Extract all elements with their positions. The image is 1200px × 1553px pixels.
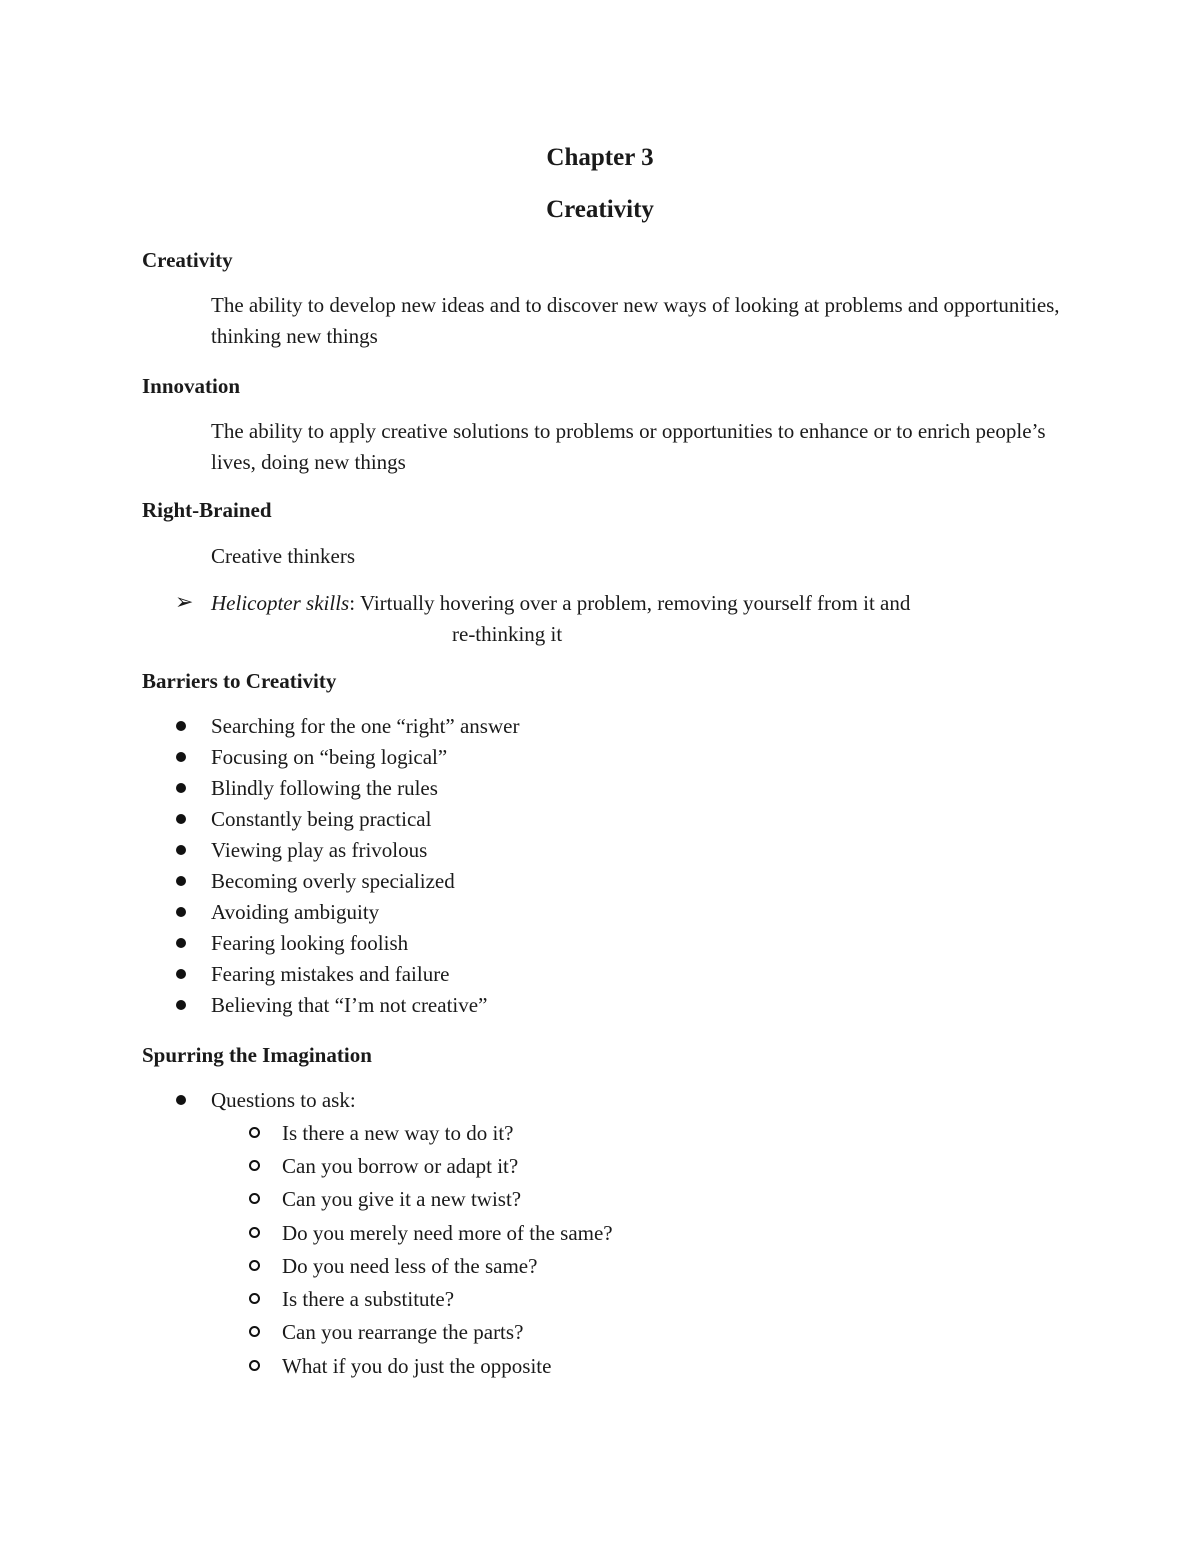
list-item: What if you do just the opposite	[282, 1354, 552, 1378]
creativity-definition: The ability to develop new ideas and to discover new ways of looking at problems and opportunities, thinking new things	[211, 293, 1060, 348]
hollow-bullet-icon	[249, 1360, 260, 1371]
hollow-bullet-icon	[249, 1127, 260, 1138]
hollow-bullet-icon	[249, 1160, 260, 1171]
heading-barriers: Barriers to Creativity	[142, 669, 337, 693]
bullet-icon	[176, 938, 186, 948]
list-item: Avoiding ambiguity	[211, 900, 380, 924]
bullet-icon	[176, 907, 186, 917]
bullet-icon	[176, 814, 186, 824]
bullet-icon	[176, 752, 186, 762]
heading-spurring: Spurring the Imagination	[142, 1043, 372, 1067]
list-item: Can you borrow or adapt it?	[282, 1154, 519, 1178]
arrow-bullet-icon: ➢	[175, 590, 194, 615]
hollow-bullet-icon	[249, 1227, 260, 1238]
list-item: Fearing mistakes and failure	[211, 962, 450, 986]
hollow-bullet-icon	[249, 1260, 260, 1271]
list-item: Can you rearrange the parts?	[282, 1320, 524, 1344]
hollow-bullet-icon	[249, 1293, 260, 1304]
hollow-bullet-icon	[249, 1326, 260, 1337]
questions-lead: Questions to ask:	[211, 1088, 356, 1112]
bullet-icon	[176, 876, 186, 886]
bullet-icon	[176, 721, 186, 731]
heading-creativity: Creativity	[142, 248, 233, 272]
chapter-title: Chapter 3	[546, 144, 654, 171]
helicopter-skills-line	[211, 590, 910, 616]
list-item: Fearing looking foolish	[211, 931, 409, 955]
helicopter-skills-continuation: re-thinking it	[452, 622, 563, 646]
helicopter-skills-text: : Virtually hovering over a problem, removing yourself from it and	[349, 591, 911, 615]
bullet-icon	[176, 1000, 186, 1010]
hollow-bullet-icon	[249, 1193, 260, 1204]
helicopter-skills-term: Helicopter skills	[211, 591, 350, 615]
list-item: Is there a new way to do it?	[282, 1121, 514, 1145]
list-item: Do you merely need more of the same?	[282, 1221, 613, 1245]
right-brained-definition: Creative thinkers	[211, 544, 356, 568]
list-item: Believing that “I’m not creative”	[211, 993, 488, 1017]
list-item: Can you give it a new twist?	[282, 1187, 522, 1211]
innovation-definition: The ability to apply creative solutions to problems or opportunities to enhance or to enrich people’s lives, doing new things	[211, 419, 1046, 474]
list-item: Viewing play as frivolous	[211, 838, 428, 862]
chapter-subtitle: Creativity	[546, 196, 654, 223]
heading-innovation: Innovation	[142, 374, 241, 398]
list-item: Do you need less of the same?	[282, 1254, 538, 1278]
list-item: Blindly following the rules	[211, 776, 438, 800]
list-item: Constantly being practical	[211, 807, 432, 831]
bullet-icon	[176, 845, 186, 855]
bullet-icon	[176, 783, 186, 793]
heading-right-brained: Right-Brained	[142, 498, 272, 522]
bullet-icon	[176, 1095, 186, 1105]
list-item: Is there a substitute?	[282, 1287, 455, 1311]
list-item: Focusing on “being logical”	[211, 745, 448, 769]
bullet-icon	[176, 969, 186, 979]
list-item: Becoming overly specialized	[211, 869, 455, 893]
list-item: Searching for the one “right” answer	[211, 714, 520, 738]
